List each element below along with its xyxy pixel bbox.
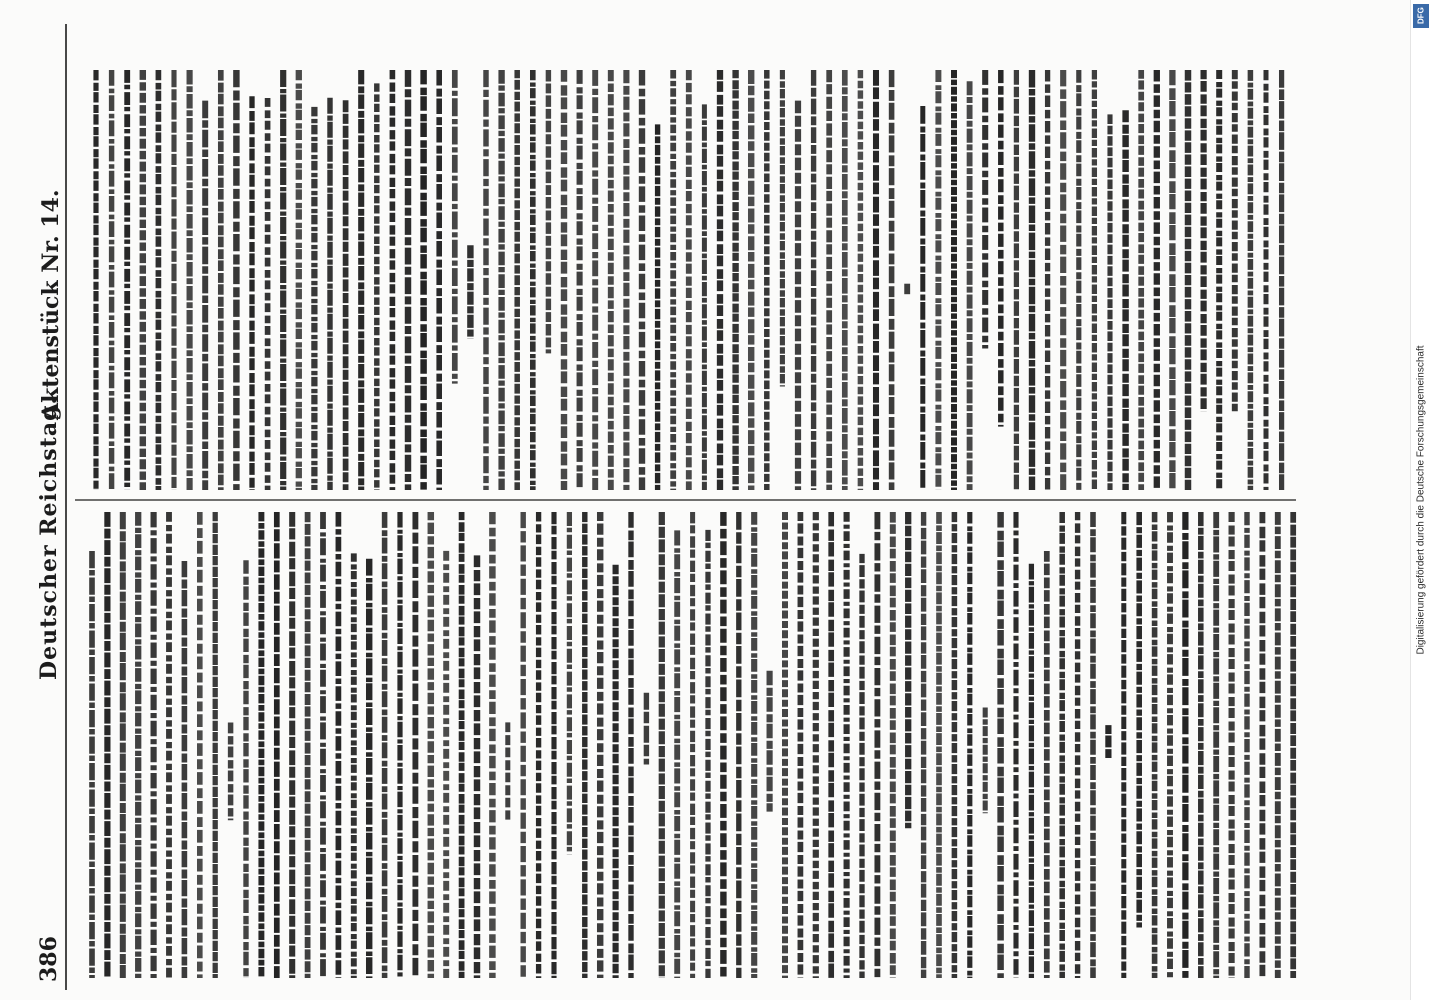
section-title: Aktenstück Nr. 14. — [38, 189, 64, 420]
text-column-left — [92, 512, 1293, 978]
page-header — [36, 24, 66, 990]
dfg-credit-text: Digitalisierung gefördert durch die Deutsche Forschungsgemeinschaft — [1415, 345, 1427, 655]
dfg-logo-badge: DFG — [1413, 4, 1429, 28]
text-column-right — [96, 70, 1282, 490]
running-title: Deutscher Reichstag. — [36, 395, 62, 680]
page-number: 386 — [36, 936, 62, 982]
